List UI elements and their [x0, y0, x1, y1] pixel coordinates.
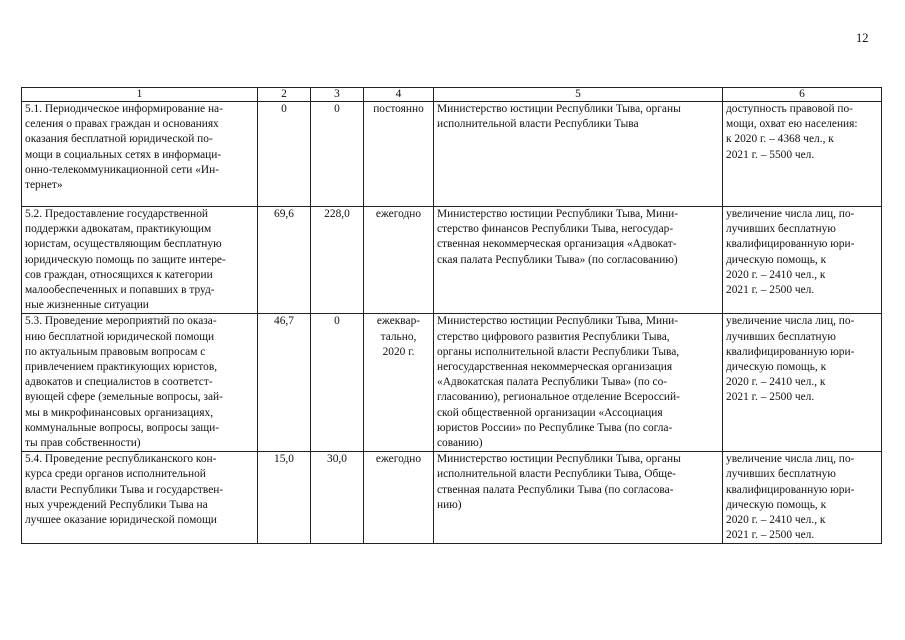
value-col3-cell: 0	[334, 103, 340, 115]
table-row	[22, 207, 882, 314]
result-cell: увеличение числа лиц, по- лучивших бесплатную квалифицированную юри- дическую помощь, к 2020 г. – 2410 чел., к 2021 г. – 2500 чел.	[726, 315, 855, 404]
program-activities-table	[21, 87, 882, 544]
header-cell-4: 4	[364, 88, 434, 102]
period-cell: постоянно	[373, 103, 424, 115]
value-col2-cell: 0	[281, 103, 287, 115]
header-cell-6: 6	[723, 88, 882, 102]
header-cell-5: 5	[434, 88, 723, 102]
value-col2-cell: 15,0	[274, 453, 294, 466]
value-col2-cell: 69,6	[274, 208, 294, 220]
page-number: 12	[856, 31, 869, 45]
value-col3-cell: 0	[334, 315, 340, 328]
value-col3-cell: 228,0	[324, 208, 350, 220]
table-row	[22, 314, 882, 452]
period-cell: ежеквар- тально, 2020 г.	[376, 315, 421, 358]
table-row	[22, 452, 882, 544]
value-col2-cell: 46,7	[274, 315, 294, 328]
activity-cell: 5.2. Предоставление государственной поддержки адвокатам, практикующим юристам, осуществляющим бесплатную юридическую помощь по защите интере- сов граждан, относящихся к категории малообеспеченных и попавших в труд- ные жизненные ситуации	[25, 208, 226, 312]
result-cell: увеличение числа лиц, по- лучивших бесплатную квалифицированную юри- дическую помощь, к 2020 г. – 2410 чел., к 2021 г. – 2500 чел.	[726, 208, 855, 297]
activity-cell: 5.1. Периодическое информирование на- селения о правах граждан и основаниях оказания бесплатной юридической по- мощи в социальных сетях в информаци- онно-телекоммуникационной сети «Ин- тернет»	[25, 103, 223, 192]
header-cell-2: 2	[258, 88, 311, 102]
header-cell-3: 3	[311, 88, 364, 102]
responsible-cell: Министерство юстиции Республики Тыва, Мини- стерство финансов Республики Тыва, негосудар- ственная некоммерческая организация «Адвокат- ская палата Республики Тыва» (по согласованию)	[437, 208, 679, 266]
period-cell: ежегодно	[375, 208, 422, 220]
value-col3-cell: 30,0	[327, 453, 347, 466]
header-cell-1: 1	[22, 88, 258, 102]
header-row	[22, 88, 882, 102]
responsible-cell: Министерство юстиции Республики Тыва, органы исполнительной власти Республики Тыва, Обще- ственная палата Республики Тыва (по согласова- нию)	[437, 453, 681, 511]
table-row	[22, 102, 882, 207]
result-cell: доступность правовой по- мощи, охват ею населения: к 2020 г. – 4368 чел., к 2021 г. – 5500 чел.	[726, 103, 858, 161]
activity-cell: 5.4. Проведение республиканского кон- курса среди органов исполнительной власти Республики Тыва и государствен- ных учреждений Республики Тыва на лучшее оказание юридической помощи	[25, 453, 224, 527]
activity-cell: 5.3. Проведение мероприятий по оказа- нию бесплатной юридической помощи по актуальным правовым вопросам с привлечением практикующих юристов, адвокатов и специалистов в соответст- вующей сфере (земельные вопросы, зай- мы в микрофинансовых организациях, коммунальные вопросы, вопросы защи- ты прав собственности)	[25, 315, 223, 450]
period-cell: ежегодно	[375, 453, 422, 466]
responsible-cell: Министерство юстиции Республики Тыва, Мини- стерство цифрового развития Республики Тыва, органы исполнительной власти Республики Тыва, негосударственная некоммерческая организация «Адвокатская палата Республики Тыва» (по со- гласованию), региональное отделение Всероссий- ской общественной организации «Ассоциация юристов России» по Республике Тыва (по согла- сованию)	[437, 315, 680, 450]
responsible-cell: Министерство юстиции Республики Тыва, органы исполнительной власти Республики Тыва	[437, 103, 681, 131]
result-cell: увеличение числа лиц, по- лучивших бесплатную квалифицированную юри- дическую помощь, к 2020 г. – 2410 чел., к 2021 г. – 2500 чел.	[726, 453, 855, 542]
